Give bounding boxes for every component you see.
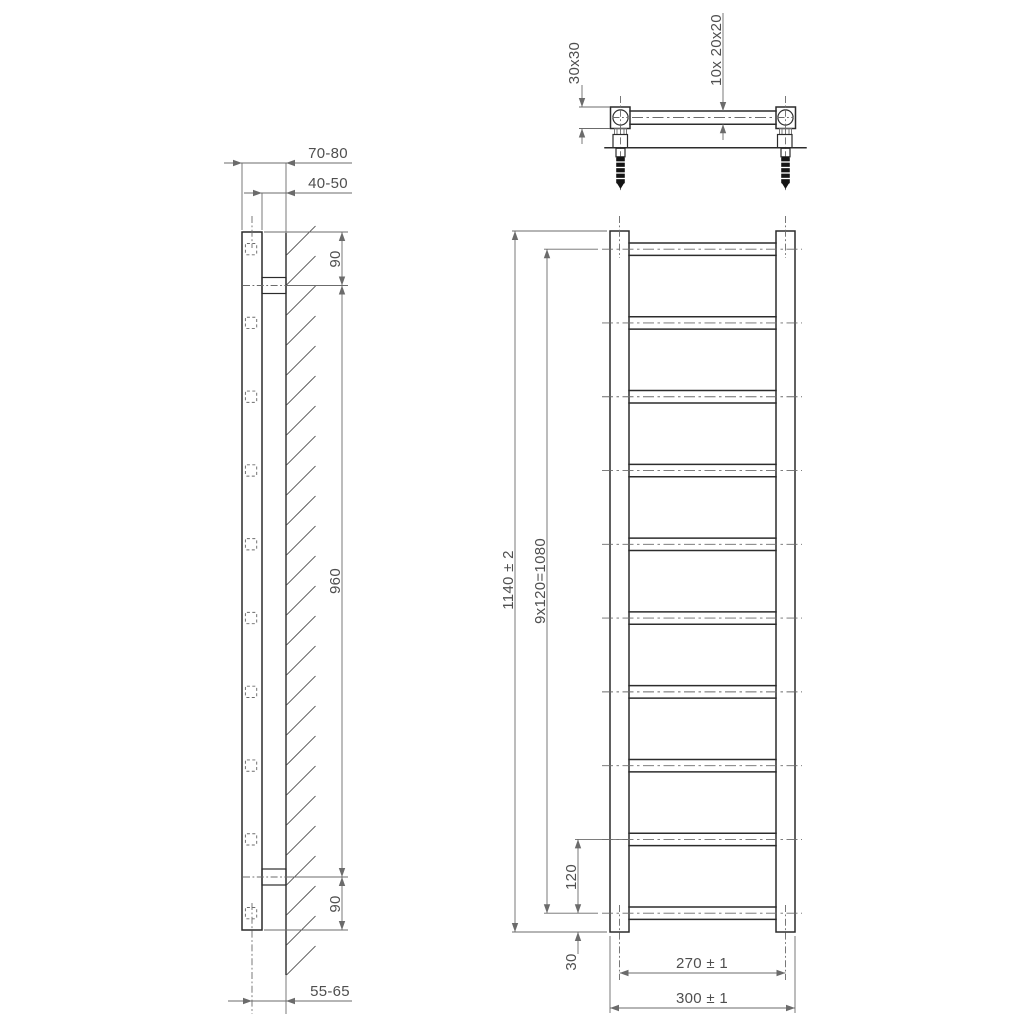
arrowhead	[786, 1005, 795, 1011]
dim-label-wall-to-front: 70-80	[308, 145, 348, 162]
hatch-line	[287, 586, 316, 615]
arrowhead	[575, 932, 581, 941]
hatch-line	[287, 646, 316, 675]
rung-hidden-section	[245, 539, 256, 550]
hatch-line	[287, 256, 316, 285]
arrowhead	[286, 998, 295, 1004]
arrowhead	[512, 923, 518, 932]
dim-label-overall-width: 300 ± 1	[675, 990, 729, 1007]
hatch-line	[287, 736, 316, 765]
dim-label-rung-axes-span: 9x120=1080	[532, 538, 549, 624]
rung-hidden-section	[245, 686, 256, 697]
arrowhead	[339, 232, 345, 241]
rung-hidden-section	[245, 760, 256, 771]
top-view	[566, 13, 806, 191]
hatch-line	[287, 856, 316, 885]
dim-label-top-to-bracket: 90	[327, 250, 344, 268]
right-tube	[776, 231, 795, 932]
hatch-line	[287, 886, 316, 915]
tube-profile-side	[242, 232, 262, 930]
rung-hidden-section	[245, 465, 256, 476]
rung-hidden-section	[245, 908, 256, 919]
arrowhead	[579, 98, 585, 107]
wall-anchors	[615, 148, 791, 189]
hatch-line	[287, 466, 316, 495]
hatch-line	[287, 406, 316, 435]
arrowhead	[286, 160, 295, 166]
left-tube	[610, 231, 629, 932]
arrowhead	[620, 970, 629, 976]
arrowhead	[610, 1005, 619, 1011]
wall-hatching	[287, 226, 316, 975]
side-view	[224, 145, 352, 1014]
arrowhead	[544, 904, 550, 913]
dim-label-rung-profile: 10x 20x20	[708, 14, 725, 86]
hatch-line	[287, 916, 316, 945]
hatch-line	[287, 346, 316, 375]
arrowhead	[339, 286, 345, 295]
rung-hidden-section	[245, 612, 256, 623]
arrowhead	[544, 249, 550, 258]
arrowhead	[575, 839, 581, 848]
hatch-line	[287, 676, 316, 705]
arrowhead	[720, 102, 726, 111]
arrowhead	[575, 904, 581, 913]
arrowhead	[339, 921, 345, 930]
rung-hidden-sections	[245, 244, 256, 919]
arrowhead	[339, 868, 345, 877]
hatch-line	[287, 826, 316, 855]
hatch-line	[287, 316, 316, 345]
arrowhead	[253, 190, 262, 196]
hatch-line	[287, 946, 316, 975]
dim-label-tube-profile: 30x30	[566, 41, 583, 85]
hatch-line	[287, 286, 316, 315]
dim-label-axis-to-wall: 55-65	[310, 983, 350, 1000]
rung-hidden-section	[245, 317, 256, 328]
front-view	[500, 216, 802, 1013]
arrowhead	[243, 998, 252, 1004]
right-bracket-body	[778, 135, 793, 148]
rungs	[602, 243, 802, 919]
hatch-line	[287, 766, 316, 795]
arrowhead	[233, 160, 242, 166]
dim-label-axis-spacing: 270 ± 1	[675, 955, 729, 972]
arrowhead	[512, 231, 518, 240]
dim-label-wall-to-back: 40-50	[308, 175, 348, 192]
hatch-line	[287, 556, 316, 585]
rung-hidden-section	[245, 834, 256, 845]
hatch-line	[287, 496, 316, 525]
arrowhead	[286, 190, 295, 196]
hatch-line	[287, 436, 316, 465]
arrowhead	[777, 970, 786, 976]
arrowhead	[339, 877, 345, 886]
screw-tip	[781, 182, 790, 189]
dim-label-bracket-spacing: 960	[327, 568, 344, 594]
dim-label-bracket-to-bottom: 90	[327, 895, 344, 913]
arrowhead	[579, 129, 585, 138]
hatch-line	[287, 796, 316, 825]
dim-label-bottom-offset: 30	[563, 953, 580, 971]
screw-plug	[616, 157, 625, 184]
arrowhead	[720, 124, 726, 133]
arrowhead	[339, 277, 345, 286]
screw-tip	[616, 182, 625, 189]
dim-label-overall-height: 1140 ± 2	[500, 550, 517, 610]
rung-hidden-section	[245, 391, 256, 402]
hatch-line	[287, 706, 316, 735]
hatch-line	[287, 526, 316, 555]
screw-plug	[781, 157, 790, 184]
dim-label-rung-pitch: 120	[563, 864, 580, 890]
hatch-line	[287, 376, 316, 405]
hatch-line	[287, 616, 316, 645]
rung-hidden-section	[245, 244, 256, 255]
hatch-line	[287, 226, 316, 255]
